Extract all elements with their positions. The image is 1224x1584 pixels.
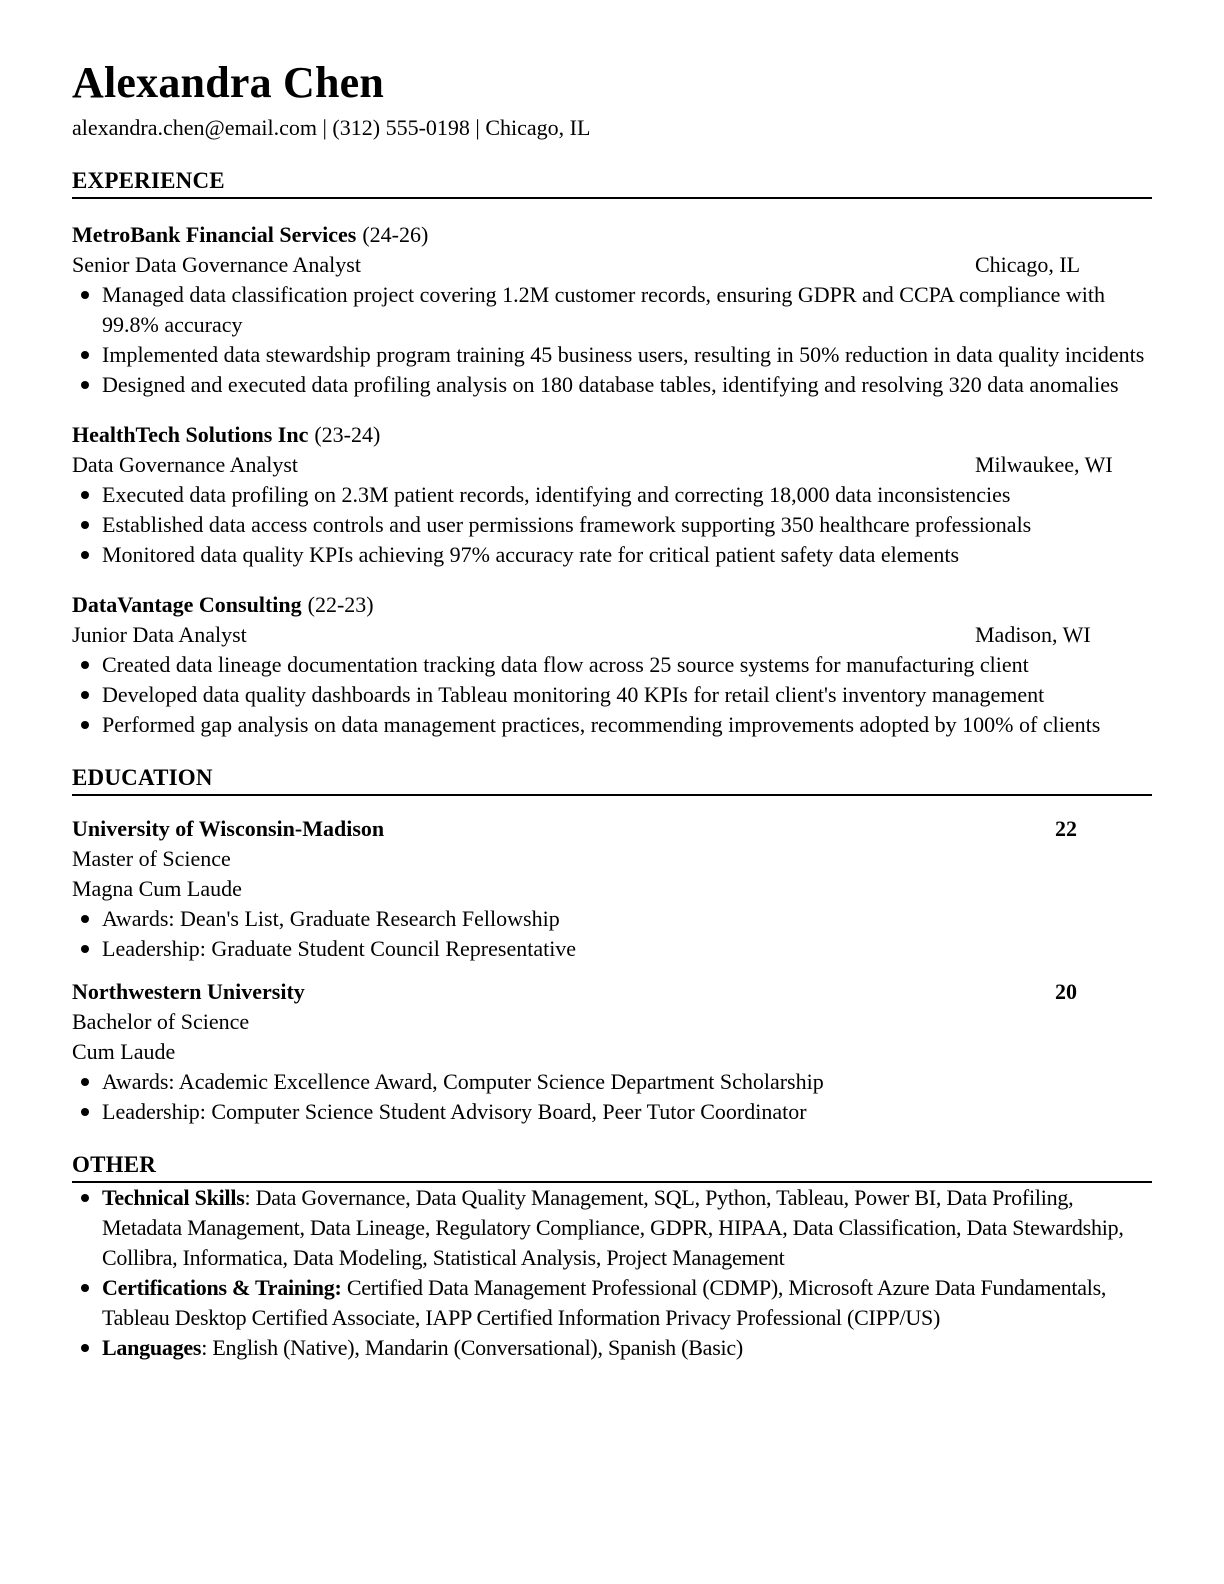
other-section xyxy=(72,1151,1152,1363)
bullet-item: Awards: Dean's List, Graduate Research Fellowship xyxy=(72,904,1152,934)
education-entry xyxy=(72,977,1152,1127)
job-entry xyxy=(72,220,1152,400)
item-label: Certifications & Training: xyxy=(102,1275,342,1300)
bullet-item: Designed and executed data profiling analysis on 180 database tables, identifying and resolving 320 data anomalies xyxy=(72,370,1152,400)
role-line xyxy=(72,620,1152,650)
experience-heading: EXPERIENCE xyxy=(72,167,1152,199)
job-bullets xyxy=(72,480,1152,570)
role-line xyxy=(72,250,1152,280)
bullet-item: Created data lineage documentation tracking data flow across 25 source systems for manufacturing client xyxy=(72,650,1152,680)
school-name: Northwestern University xyxy=(72,979,305,1004)
job-bullets xyxy=(72,650,1152,740)
bullet-item-certifications xyxy=(72,1273,1152,1333)
item-separator: : xyxy=(244,1185,256,1210)
company-line xyxy=(72,590,1152,620)
degree: Master of Science xyxy=(72,846,231,871)
company-name: MetroBank Financial Services xyxy=(72,222,357,247)
graduation-year: 22 xyxy=(1055,816,1077,841)
company-line xyxy=(72,220,1152,250)
bullet-item: Developed data quality dashboards in Tableau monitoring 40 KPIs for retail client's inventory management xyxy=(72,680,1152,710)
job-dates: (23-24) xyxy=(314,422,381,447)
job-entry xyxy=(72,420,1152,570)
job-title: Junior Data Analyst xyxy=(72,622,247,647)
item-label: Technical Skills xyxy=(102,1185,245,1210)
experience-section xyxy=(72,167,1152,740)
job-location: Madison, WI xyxy=(975,622,1091,647)
company-line xyxy=(72,420,1152,450)
education-section xyxy=(72,764,1152,1127)
job-dates: (22-23) xyxy=(307,592,374,617)
bullet-item: Established data access controls and user permissions framework supporting 350 healthcare professionals xyxy=(72,510,1152,540)
job-bullets xyxy=(72,280,1152,400)
education-entry xyxy=(72,814,1152,964)
item-label: Languages xyxy=(102,1335,202,1360)
other-heading: OTHER xyxy=(72,1151,1152,1183)
degree: Bachelor of Science xyxy=(72,1009,250,1034)
bullet-item: Performed gap analysis on data management practices, recommending improvements adopted by 100% of clients xyxy=(72,710,1152,740)
honors: Cum Laude xyxy=(72,1039,176,1064)
education-bullets xyxy=(72,1067,1152,1127)
bullet-item: Implemented data stewardship program training 45 business users, resulting in 50% reduction in data quality incidents xyxy=(72,340,1152,370)
bullet-item: Leadership: Graduate Student Council Representative xyxy=(72,934,1152,964)
company-name: DataVantage Consulting xyxy=(72,592,302,617)
job-title: Senior Data Governance Analyst xyxy=(72,252,361,277)
school-line xyxy=(72,814,1152,844)
school-name: University of Wisconsin-Madison xyxy=(72,816,385,841)
item-separator: : xyxy=(201,1335,213,1360)
bullet-item: Awards: Academic Excellence Award, Computer Science Department Scholarship xyxy=(72,1067,1152,1097)
bullet-item-languages xyxy=(72,1333,1152,1363)
bullet-item: Monitored data quality KPIs achieving 97% accuracy rate for critical patient safety data elements xyxy=(72,540,1152,570)
item-text: Certified Data Management Professional (CDMP), Microsoft Azure Data Fundamentals, Tableau Desktop Certified Associate, IAPP Certified Information Privacy Professional (CIPP/US) xyxy=(102,1275,1107,1330)
graduation-year: 20 xyxy=(1055,979,1077,1004)
bullet-item: Leadership: Computer Science Student Advisory Board, Peer Tutor Coordinator xyxy=(72,1097,1152,1127)
role-line xyxy=(72,450,1152,480)
school-line xyxy=(72,977,1152,1007)
bullet-item-technical-skills xyxy=(72,1183,1152,1273)
contact-line: alexandra.chen@email.com | (312) 555-0198 | Chicago, IL xyxy=(72,115,591,140)
item-text: Data Governance, Data Quality Management, SQL, Python, Tableau, Power BI, Data Profiling, Metadata Management, Data Lineage, Regulatory Compliance, GDPR, HIPAA, Data Classification, Data Stewardship, Collibra, Informatica, Data Modeling, Statistical Analysis, Project Management xyxy=(102,1185,1124,1270)
item-text: English (Native), Mandarin (Conversational), Spanish (Basic) xyxy=(212,1335,743,1360)
honors: Magna Cum Laude xyxy=(72,876,242,901)
person-name: Alexandra Chen xyxy=(72,58,385,107)
job-entry xyxy=(72,590,1152,740)
job-location: Milwaukee, WI xyxy=(975,452,1113,477)
company-name: HealthTech Solutions Inc xyxy=(72,422,309,447)
job-title: Data Governance Analyst xyxy=(72,452,299,477)
bullet-item: Managed data classification project covering 1.2M customer records, ensuring GDPR and CCPA compliance with 99.8% accuracy xyxy=(72,280,1152,340)
education-bullets xyxy=(72,904,1152,964)
education-heading: EDUCATION xyxy=(72,764,1152,796)
job-location: Chicago, IL xyxy=(975,252,1081,277)
other-bullets xyxy=(72,1183,1152,1363)
bullet-item: Executed data profiling on 2.3M patient records, identifying and correcting 18,000 data inconsistencies xyxy=(72,480,1152,510)
job-dates: (24-26) xyxy=(362,222,429,247)
